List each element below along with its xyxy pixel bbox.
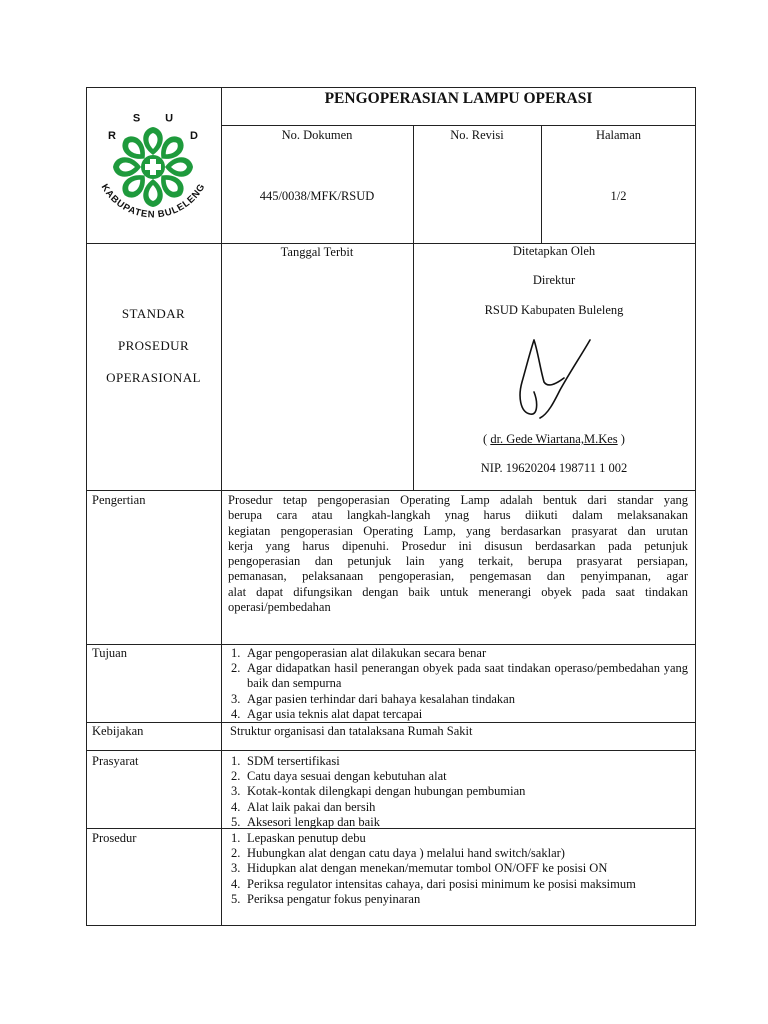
list-item: 5. Aksesori lengkap dan baik — [231, 814, 380, 829]
list-item: 4. Alat laik pakai dan bersih — [231, 799, 376, 814]
pengertian-line: kegiatan pengoperasian Operating Lamp, yang berdasarkan prasyarat dan urutan — [228, 523, 688, 538]
pengertian-line: Prosedur tetap pengoperasian Operating Lamp adalah bentuk dari standar yang — [228, 493, 688, 507]
list-item: 2. Catu daya sesuai dengan kebutuhan alat — [231, 769, 447, 784]
kebijakan-text: Struktur organisasi dan tatalaksana Rumah Sakit — [230, 724, 473, 738]
director-name-underlined: dr. Gede Wiartana,M.Kes — [490, 432, 618, 446]
pengertian-line: pengoperasian dan petunjuk lain yang terkait, berupa prasyarat persiapan, — [228, 554, 688, 569]
col-header-revisi: No. Revisi — [450, 128, 504, 142]
sop-label-line3: OPERASIONAL — [106, 370, 201, 385]
list-item: 4. Agar usia teknis alat dapat tercapai — [231, 706, 423, 721]
pengertian-line: kerja yang harus dipenuhi. Prosedur ini disusun berdasarkan pada petunjuk — [228, 538, 688, 553]
pengertian-line: operasi/pembedahan — [228, 600, 331, 615]
kebijakan-label: Kebijakan — [92, 724, 144, 738]
dokumen-value: 445/0038/MFK/RSUD — [259, 189, 375, 203]
prosedur-label: Prosedur — [92, 831, 137, 845]
sop-label-line2: PROSEDUR — [117, 338, 190, 353]
col-header-dokumen: No. Dokumen — [281, 128, 353, 142]
pengertian-label: Pengertian — [92, 493, 146, 507]
director-nip: NIP. 19620204 198711 1 002 — [480, 461, 628, 475]
director-signature — [508, 332, 604, 424]
document-title: PENGOPERASIAN LAMPU OPERASI — [324, 90, 593, 107]
list-item: 3. Agar pasien terhindar dari bahaya kesalahan tindakan — [231, 691, 515, 706]
prasyarat-list — [227, 754, 688, 830]
list-item: 2. Agar didapatkan hasil penerangan obyek pada saat tindakan operaso/pembedahan yang baik dan sempurna — [231, 661, 688, 691]
col-header-halaman: Halaman — [595, 128, 642, 142]
logo-top-text: RS UD — [108, 112, 198, 142]
director-name: ( dr. Gede Wiartana,M.Kes ) — [483, 432, 625, 446]
instansi: RSUD Kabupaten Buleleng — [484, 303, 624, 317]
prasyarat-label: Prasyarat — [92, 754, 139, 768]
list-item: 1. SDM tersertifikasi — [231, 754, 340, 768]
tujuan-label: Tujuan — [92, 646, 127, 660]
pengertian-line: alat dapat difungsikan dengan baik untuk menerangi obyek pada saat tindakan — [228, 584, 688, 599]
pengertian-line: pemanasan, pelaksanaan pengoperasian, pengemasan dan penyimpanan, agar — [228, 569, 688, 584]
list-item: 1. Lepaskan penutup debu — [231, 831, 366, 845]
prosedur-list — [227, 831, 688, 907]
pengertian-text — [228, 493, 688, 615]
ditetapkan-label: Ditetapkan Oleh — [512, 244, 596, 258]
tanggal-terbit-label: Tanggal Terbit — [280, 245, 354, 259]
tujuan-list — [227, 646, 688, 722]
rsud-logo — [92, 106, 214, 228]
halaman-value: 1/2 — [610, 189, 627, 203]
list-item: 4. Periksa regulator intensitas cahaya, dari posisi minimum ke posisi maksimum — [231, 876, 636, 891]
sop-label-line1: STANDAR — [121, 306, 186, 321]
list-item: 1. Agar pengoperasian alat dilakukan secara benar — [231, 646, 487, 660]
list-item: 3. Kotak-kontak dilengkapi dengan hubungan pembumian — [231, 784, 526, 799]
list-item: 5. Periksa pengatur fokus penyinaran — [231, 891, 421, 906]
list-item: 3. Hidupkan alat dengan menekan/memutar tombol ON/OFF ke posisi ON — [231, 861, 608, 876]
list-item: 2. Hubungkan alat dengan catu daya ) melalui hand switch/saklar) — [231, 846, 565, 861]
logo-bottom-text: KABUPATEN BULELENG — [98, 182, 208, 221]
jabatan: Direktur — [532, 273, 576, 287]
pengertian-line: berupa cara atau langkah-langkah ynag harus diikuti dalam melaksanakan — [228, 508, 688, 523]
